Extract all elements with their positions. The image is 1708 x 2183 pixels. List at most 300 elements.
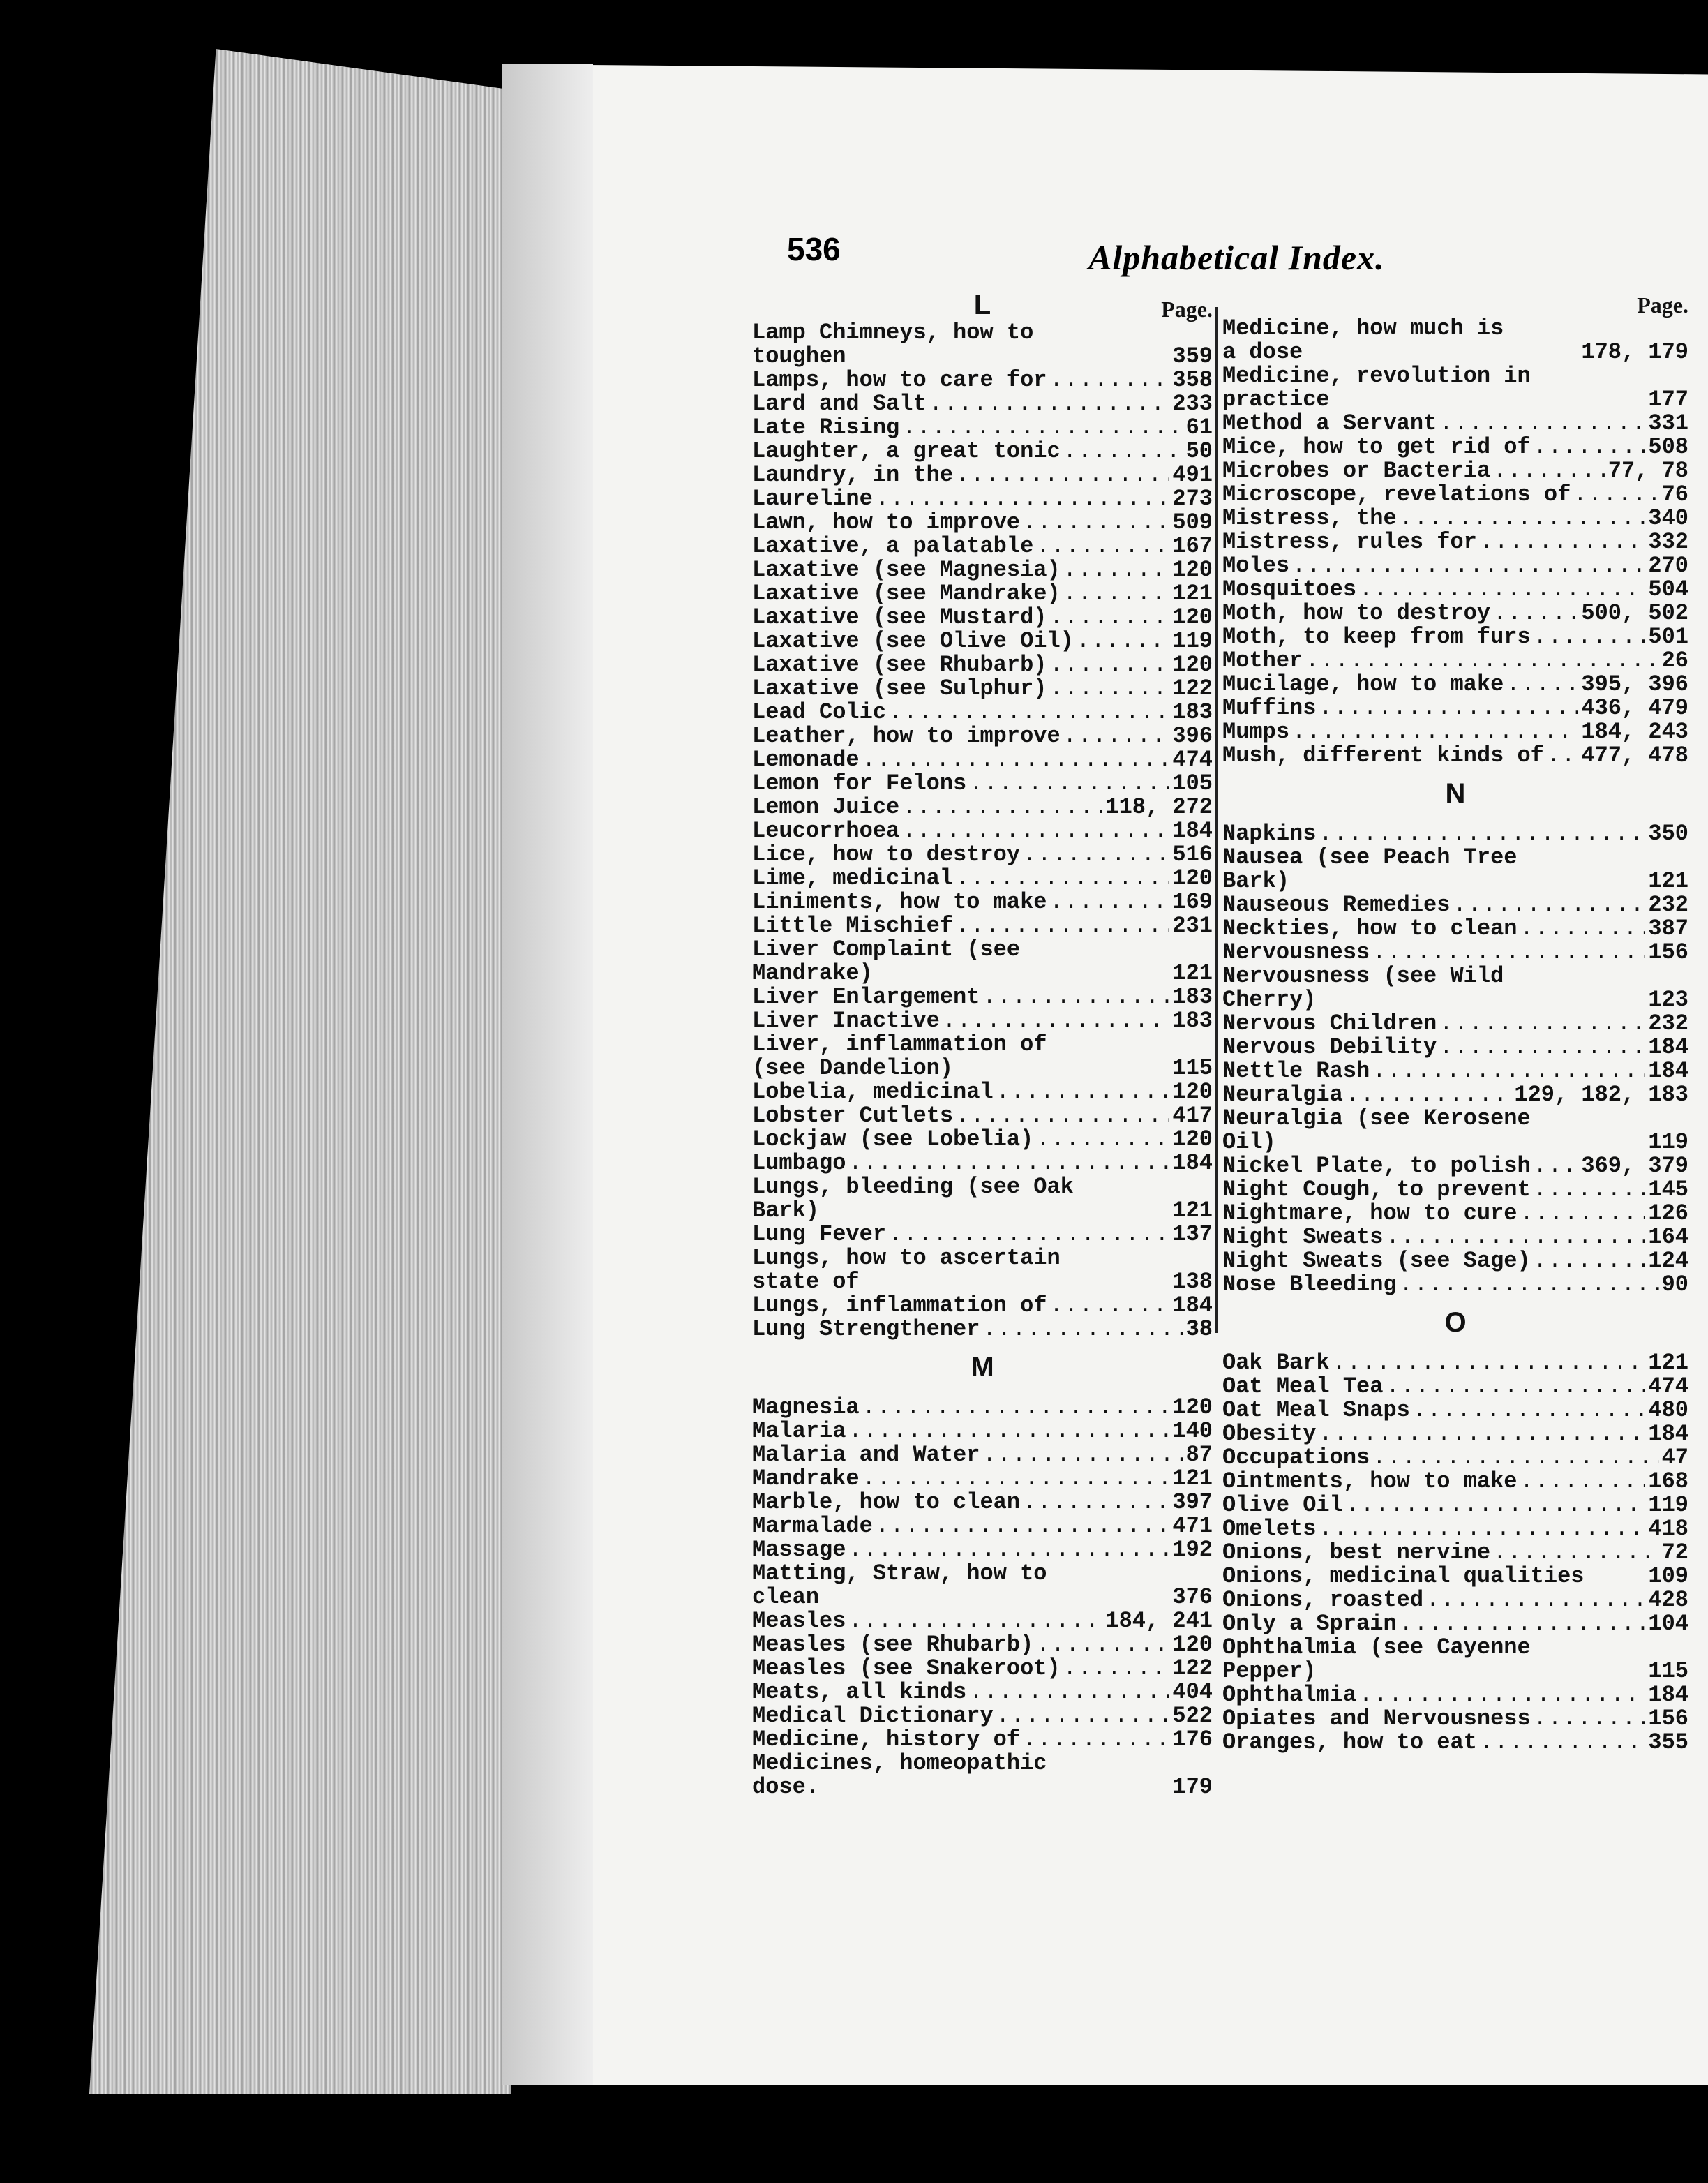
entry-page-number: 121 <box>1172 960 1213 986</box>
leader-dots <box>1534 435 1646 459</box>
index-entry <box>752 1246 1213 1294</box>
entry-page-number: 129, 182, 183 <box>1514 1082 1688 1108</box>
leader-dots <box>1493 602 1578 625</box>
page-number: 536 <box>787 231 841 267</box>
entry-page-number: 184 <box>1648 1421 1688 1447</box>
entry-text: Oranges, how to eat <box>1222 1729 1477 1755</box>
index-entry <box>1222 1683 1688 1707</box>
entry-page-number: 120 <box>1172 1394 1213 1420</box>
leader-dots <box>862 1396 1170 1420</box>
entry-page-number: 350 <box>1648 821 1688 847</box>
entry-page-number: 140 <box>1172 1418 1213 1444</box>
section-letter: L <box>973 290 991 320</box>
entry-text: Laxative (see Rhubarb) <box>752 652 1047 678</box>
entry-text: Neckties, how to clean <box>1222 916 1518 941</box>
entry-text: Ophthalmia (see Cayenne Pepper) <box>1222 1634 1531 1684</box>
entry-text: Late Rising <box>752 415 900 440</box>
entry-page-number: 118, 272 <box>1105 794 1213 820</box>
entry-text: Measles (see Snakeroot) <box>752 1655 1061 1681</box>
entry-page-number: 184 <box>1648 1058 1688 1084</box>
entry-page-number: 183 <box>1172 699 1213 725</box>
entry-page-number: 184, 243 <box>1581 719 1688 745</box>
leader-dots <box>902 416 1183 440</box>
entry-text: Massage <box>752 1537 846 1563</box>
leader-dots <box>1493 1541 1659 1565</box>
entry-page-number: 369, 379 <box>1581 1153 1688 1179</box>
leader-dots <box>1063 1657 1170 1681</box>
leader-dots <box>1023 1491 1169 1514</box>
index-entry <box>1222 1273 1688 1297</box>
entry-page-number: 119 <box>1648 1492 1688 1518</box>
entry-text: Lungs, bleeding (see Oak Bark) <box>752 1174 1074 1223</box>
leader-dots <box>876 487 1170 511</box>
entry-page-number: 38 <box>1185 1316 1213 1342</box>
index-column-left <box>752 279 1213 1799</box>
leader-dots <box>1319 822 1645 846</box>
leader-dots <box>1439 412 1645 435</box>
leader-dots <box>956 867 1169 891</box>
entry-page-number: 516 <box>1172 842 1213 867</box>
index-section <box>752 288 1213 1341</box>
entry-text: Medicine, revolution in practice <box>1222 363 1531 412</box>
index-entry <box>752 535 1213 558</box>
section-letter: N <box>1445 778 1466 809</box>
index-entry <box>1222 1493 1688 1517</box>
leader-dots <box>1520 1202 1645 1225</box>
entry-text: Laxative (see Mustard) <box>752 604 1047 630</box>
entry-text: Mush, different kinds of <box>1222 743 1544 768</box>
leader-dots <box>1049 677 1169 701</box>
entry-text: Nervous Children <box>1222 1011 1437 1036</box>
entry-page-number: 397 <box>1172 1489 1213 1515</box>
leader-dots <box>1049 1294 1169 1318</box>
index-entry <box>752 1033 1213 1080</box>
index-entry <box>1222 720 1688 744</box>
index-entry <box>1222 602 1688 625</box>
entry-page-number: 332 <box>1648 529 1688 555</box>
entry-text: Olive Oil <box>1222 1492 1343 1518</box>
entry-text: Napkins <box>1222 821 1317 847</box>
entry-text: Malaria <box>752 1418 846 1444</box>
entry-text: Lime, medicinal <box>752 865 954 891</box>
entry-text: Night Cough, to prevent <box>1222 1177 1531 1202</box>
leader-dots <box>1063 582 1170 606</box>
index-entry <box>752 796 1213 819</box>
entry-page-number: 145 <box>1648 1177 1688 1202</box>
leader-dots <box>1063 724 1170 748</box>
leader-dots <box>996 1080 1170 1104</box>
leader-dots <box>1400 507 1646 530</box>
leader-dots <box>876 1514 1170 1538</box>
index-entry <box>752 1396 1213 1420</box>
index-entry <box>752 1704 1213 1728</box>
entry-page-number: 115 <box>1172 1055 1213 1081</box>
index-entry <box>752 891 1213 914</box>
leader-dots <box>956 463 1169 487</box>
leader-dots <box>902 819 1169 843</box>
entry-page-number: 270 <box>1648 553 1688 579</box>
entry-text: Onions, roasted <box>1222 1587 1424 1613</box>
leader-dots <box>943 1009 1170 1033</box>
index-entry <box>1222 673 1688 696</box>
entry-text: Laundry, in the <box>752 462 954 488</box>
entry-page-number: 122 <box>1172 676 1213 701</box>
index-entry <box>752 392 1213 416</box>
index-entry <box>752 1104 1213 1128</box>
entry-page-number: 121 <box>1648 868 1688 894</box>
index-entry <box>1222 1059 1688 1083</box>
index-entry <box>752 914 1213 938</box>
entry-page-number: 87 <box>1185 1442 1213 1468</box>
entry-page-number: 509 <box>1172 509 1213 535</box>
leader-dots <box>1480 1731 1646 1754</box>
index-entry <box>1222 1731 1688 1754</box>
leader-dots <box>969 772 1169 796</box>
entry-page-number: 176 <box>1172 1727 1213 1752</box>
entry-page-number: 273 <box>1172 486 1213 512</box>
index-entry <box>1222 1517 1688 1541</box>
entry-text: Oat Meal Snaps <box>1222 1397 1410 1423</box>
index-entry <box>752 1657 1213 1681</box>
index-entry <box>752 487 1213 511</box>
entry-text: Nickel Plate, to polish <box>1222 1153 1531 1179</box>
entry-text: Muffins <box>1222 695 1317 721</box>
entry-text: Nauseous Remedies <box>1222 892 1451 918</box>
index-entry <box>1222 483 1688 507</box>
entry-page-number: 179 <box>1172 1774 1213 1800</box>
index-entry <box>1222 744 1688 768</box>
entry-page-number: 90 <box>1661 1272 1688 1297</box>
entry-text: Moles <box>1222 553 1290 579</box>
entry-page-number: 109 <box>1648 1563 1688 1589</box>
leader-dots <box>1520 917 1645 941</box>
entry-page-number: 184 <box>1172 1150 1213 1176</box>
entry-page-number: 168 <box>1648 1468 1688 1494</box>
entry-page-number: 232 <box>1648 1011 1688 1036</box>
index-entry <box>752 1609 1213 1633</box>
entry-page-number: 169 <box>1172 889 1213 915</box>
entry-text: Marmalade <box>752 1513 873 1539</box>
entry-page-number: 418 <box>1648 1516 1688 1542</box>
entry-text: Mistress, rules for <box>1222 529 1477 555</box>
entry-page-number: 376 <box>1172 1584 1213 1610</box>
entry-text: Mistress, the <box>1222 505 1397 531</box>
entry-text: Mumps <box>1222 719 1290 745</box>
entry-page-number: 164 <box>1648 1224 1688 1250</box>
leader-dots <box>1036 1633 1169 1657</box>
index-entry <box>752 1009 1213 1033</box>
index-entry <box>1222 964 1688 1012</box>
entry-text: Onions, best nervine <box>1222 1540 1491 1565</box>
index-entry <box>752 1467 1213 1491</box>
index-entry <box>752 416 1213 440</box>
index-entry <box>1222 1399 1688 1422</box>
entry-page-number: 387 <box>1648 916 1688 941</box>
index-entry <box>752 1562 1213 1609</box>
entry-text: Oat Meal Tea <box>1222 1373 1384 1399</box>
index-entry <box>752 1491 1213 1514</box>
leader-dots <box>1480 530 1646 554</box>
entry-text: Moth, to keep from furs <box>1222 624 1531 650</box>
leader-dots <box>1292 554 1645 578</box>
index-entry <box>1222 1612 1688 1636</box>
page-gutter-shadow <box>502 64 593 2085</box>
entry-page-number: 184 <box>1648 1034 1688 1060</box>
index-entry <box>752 440 1213 463</box>
leader-dots <box>848 1609 1102 1633</box>
entry-text: Medical Dictionary <box>752 1703 994 1729</box>
index-entry <box>1222 554 1688 578</box>
leader-dots <box>1534 625 1646 649</box>
entry-text: Medicines, homeopathic dose. <box>752 1750 1047 1800</box>
leader-dots <box>982 1318 1183 1341</box>
entry-page-number: 72 <box>1661 1540 1688 1565</box>
leader-dots <box>1319 696 1578 720</box>
entry-text: Lung Strengthener <box>752 1316 980 1342</box>
leader-dots <box>1534 1178 1646 1202</box>
leader-dots <box>1319 1422 1645 1446</box>
entry-page-number: 501 <box>1648 624 1688 650</box>
entry-page-number: 126 <box>1648 1200 1688 1226</box>
entry-text: Laxative, a palatable <box>752 533 1034 559</box>
entry-text: Lice, how to destroy <box>752 842 1021 867</box>
leader-dots <box>1372 1059 1645 1083</box>
page-column-heading: Page. <box>1637 292 1688 318</box>
index-entry <box>752 1752 1213 1799</box>
index-entry <box>752 1538 1213 1562</box>
index-entry <box>752 748 1213 772</box>
entry-page-number: 184 <box>1172 1292 1213 1318</box>
leader-dots <box>848 1152 1169 1175</box>
entry-text: Laxative (see Mandrake) <box>752 581 1061 606</box>
running-head: Alphabetical Index. <box>1088 238 1385 277</box>
entry-page-number: 47 <box>1661 1445 1688 1470</box>
index-entry <box>752 724 1213 748</box>
entry-text: Microscope, revelations of <box>1222 482 1571 507</box>
entry-page-number: 50 <box>1185 438 1213 464</box>
entry-page-number: 232 <box>1648 892 1688 918</box>
index-entry <box>1222 1249 1688 1273</box>
leader-dots <box>1573 483 1658 507</box>
index-entry <box>1222 364 1688 412</box>
index-section <box>752 1350 1213 1799</box>
index-entry <box>1222 1470 1688 1493</box>
leader-dots <box>902 796 1102 819</box>
index-entry <box>1222 1012 1688 1036</box>
entry-text: Matting, Straw, how to clean <box>752 1560 1047 1610</box>
entry-page-number: 177 <box>1648 387 1688 412</box>
index-entry <box>752 582 1213 606</box>
entry-text: Lobelia, medicinal <box>752 1079 994 1105</box>
entry-text: Lemon for Felons <box>752 770 967 796</box>
leader-dots <box>1023 843 1169 867</box>
entry-text: Nervousness (see Wild Cherry) <box>1222 963 1504 1013</box>
index-entry <box>1222 893 1688 917</box>
leader-dots <box>1400 1612 1646 1636</box>
index-entry <box>752 1420 1213 1443</box>
index-entry <box>752 1514 1213 1538</box>
leader-dots <box>1077 629 1170 653</box>
entry-text: Nervousness <box>1222 939 1370 965</box>
entry-text: Omelets <box>1222 1516 1317 1542</box>
book-page-edges <box>89 49 511 2094</box>
entry-text: Mice, how to get rid of <box>1222 434 1531 460</box>
entry-text: Obesity <box>1222 1421 1317 1447</box>
entry-page-number: 471 <box>1172 1513 1213 1539</box>
leader-dots <box>1036 1128 1169 1152</box>
leader-dots <box>982 985 1169 1009</box>
leader-dots <box>1453 893 1645 917</box>
entry-text: Laureline <box>752 486 873 512</box>
entry-page-number: 156 <box>1648 939 1688 965</box>
entry-page-number: 233 <box>1172 391 1213 417</box>
entry-text: Moth, how to destroy <box>1222 600 1491 626</box>
entry-page-number: 474 <box>1172 747 1213 773</box>
leader-dots <box>1386 1375 1645 1399</box>
leader-dots <box>1439 1012 1645 1036</box>
leader-dots <box>1386 1225 1645 1249</box>
leader-dots <box>1642 1565 1645 1588</box>
entry-page-number: 120 <box>1172 1632 1213 1657</box>
entry-page-number: 480 <box>1648 1397 1688 1423</box>
section-letter: O <box>1444 1307 1467 1338</box>
entry-text: Lumbago <box>752 1150 846 1176</box>
entry-text: Nervous Debility <box>1222 1034 1437 1060</box>
index-entry <box>752 558 1213 582</box>
entry-page-number: 121 <box>1172 581 1213 606</box>
entry-page-number: 404 <box>1172 1679 1213 1705</box>
entry-text: Ointments, how to make <box>1222 1468 1518 1494</box>
entry-text: Lamp Chimneys, how to toughen <box>752 320 1034 369</box>
entry-page-number: 428 <box>1648 1587 1688 1613</box>
entry-text: Mother <box>1222 648 1303 673</box>
leader-dots <box>929 392 1170 416</box>
entry-text: Lungs, inflammation of <box>752 1292 1047 1318</box>
index-entry <box>1222 1375 1688 1399</box>
entry-text: Nose Bleeding <box>1222 1272 1397 1297</box>
leader-dots <box>1049 606 1169 629</box>
entry-text: Nausea (see Peach Tree Bark) <box>1222 844 1518 894</box>
entry-page-number: 474 <box>1648 1373 1688 1399</box>
index-entry <box>1222 459 1688 483</box>
entry-page-number: 395, 396 <box>1581 671 1688 697</box>
leader-dots <box>1346 1083 1512 1107</box>
entry-text: Ophthalmia <box>1222 1682 1357 1708</box>
index-entry <box>752 629 1213 653</box>
entry-page-number: 491 <box>1172 462 1213 488</box>
index-entry <box>1222 941 1688 964</box>
entry-page-number: 184 <box>1172 818 1213 844</box>
entry-text: Method a Servant <box>1222 410 1437 436</box>
leader-dots <box>1547 744 1579 768</box>
entry-text: Liver Complaint (see Mandrake) <box>752 937 1021 986</box>
leader-dots <box>969 1681 1169 1704</box>
index-entry <box>1222 412 1688 435</box>
index-entry <box>752 1318 1213 1341</box>
index-entry <box>752 1175 1213 1223</box>
entry-page-number: 26 <box>1661 648 1688 673</box>
leader-dots <box>848 1538 1169 1562</box>
entry-text: Marble, how to clean <box>752 1489 1021 1515</box>
entry-page-number: 120 <box>1172 604 1213 630</box>
entry-text: Liver Inactive <box>752 1008 940 1034</box>
leader-dots <box>1063 558 1170 582</box>
index-section <box>1222 1305 1688 1754</box>
leader-dots <box>862 1467 1170 1491</box>
leader-dots <box>889 1223 1169 1246</box>
index-entry <box>1222 625 1688 649</box>
entry-page-number: 105 <box>1172 770 1213 796</box>
leader-dots <box>1333 1351 1646 1375</box>
leader-dots <box>848 1420 1169 1443</box>
entry-text: Mosquitoes <box>1222 576 1357 602</box>
entry-text: Lockjaw (see Lobelia) <box>752 1126 1034 1152</box>
index-entry <box>752 1294 1213 1318</box>
leader-dots <box>1400 1273 1659 1297</box>
index-section <box>1222 293 1688 768</box>
leader-dots <box>1534 1154 1579 1178</box>
index-entry <box>1222 317 1688 364</box>
entry-text: Measles (see Rhubarb) <box>752 1632 1034 1657</box>
index-entry <box>1222 1446 1688 1470</box>
leader-dots <box>1372 941 1645 964</box>
entry-page-number: 331 <box>1648 410 1688 436</box>
leader-dots <box>1439 1036 1645 1059</box>
entry-page-number: 120 <box>1172 865 1213 891</box>
index-entry <box>752 1128 1213 1152</box>
entry-page-number: 104 <box>1648 1611 1688 1637</box>
entry-text: Opiates and Nervousness <box>1222 1706 1531 1731</box>
index-entry <box>752 1633 1213 1657</box>
index-entry <box>1222 507 1688 530</box>
entry-text: Leucorrhoea <box>752 818 900 844</box>
entry-text: Medicine, how much is a dose <box>1222 315 1504 365</box>
leader-dots <box>1023 1728 1169 1752</box>
entry-text: Lard and Salt <box>752 391 927 417</box>
leader-dots <box>1036 535 1169 558</box>
entry-page-number: 477, 478 <box>1581 743 1688 768</box>
entry-text: Malaria and Water <box>752 1442 980 1468</box>
index-entry <box>752 701 1213 724</box>
leader-dots <box>1305 649 1658 673</box>
index-entry <box>752 653 1213 677</box>
index-column-right <box>1222 293 1688 1754</box>
leader-dots <box>956 914 1169 938</box>
entry-text: Nightmare, how to cure <box>1222 1200 1518 1226</box>
page-column-heading: Page. <box>1161 297 1213 322</box>
leader-dots <box>1534 1249 1646 1273</box>
entry-page-number: 167 <box>1172 533 1213 559</box>
entry-text: Laxative (see Sulphur) <box>752 676 1047 701</box>
entry-page-number: 231 <box>1172 913 1213 939</box>
index-entry <box>752 819 1213 843</box>
index-entry <box>1222 696 1688 720</box>
index-entry <box>752 772 1213 796</box>
entry-page-number: 500, 502 <box>1581 600 1688 626</box>
entry-text: Liver, inflammation of (see Dandelion) <box>752 1031 1047 1081</box>
entry-text: Lawn, how to improve <box>752 509 1021 535</box>
entry-page-number: 120 <box>1172 1079 1213 1105</box>
leader-dots <box>1520 1470 1645 1493</box>
entry-page-number: 522 <box>1172 1703 1213 1729</box>
index-entry <box>752 1080 1213 1104</box>
entry-page-number: 417 <box>1172 1103 1213 1128</box>
index-entry <box>1222 435 1688 459</box>
entry-page-number: 183 <box>1172 984 1213 1010</box>
index-entry <box>1222 846 1688 893</box>
leader-dots <box>862 748 1170 772</box>
leader-dots <box>982 1443 1183 1467</box>
